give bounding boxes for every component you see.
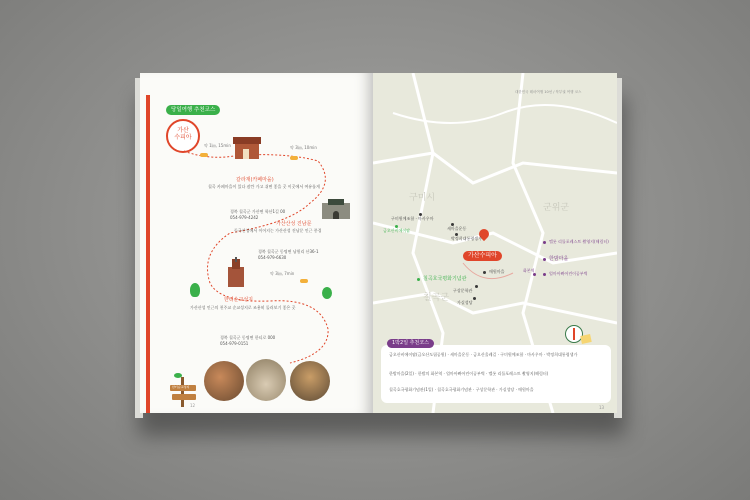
map-point-label: 칠곡호국평화기념관 [423,276,467,282]
course-item-2: 한밤마을(2일) · 한밤의 화본역 · 엄마아빠어린이공부벽 · 엘롯 리틀포레스트 촬영지(해림터) [389,371,549,376]
fortress-gate-icon [322,199,350,219]
photo-autumn [204,361,244,401]
signpost-label: 한티순교성지 [172,385,190,389]
course-item-3: 칠곡호국평화기념관(1일) · 칠곡호국평화기념관 · 구상문학관 · 가실성당 · 매원마을 [389,387,534,392]
section-header: 당일여행 추천코스 [166,105,220,115]
stop3-phone: 054-979-0151 [220,341,249,346]
right-page-number: 13 [599,405,605,410]
map-point [543,241,546,244]
start-label-2: 수피아 [174,134,192,141]
map-point [475,285,478,288]
tree-icon [190,283,200,297]
map-point-label: 한밤마을 [549,256,569,262]
map-label-gunwi: 군위군 [543,203,570,213]
stop2-address: 경북 칠곡군 동명면 남원리 산36-1 [258,249,319,254]
map-point-label: 가실성당 [457,300,473,305]
cafe-building-icon [233,137,261,159]
church-icon [224,257,248,287]
center-label: 가산수피아 [463,251,502,261]
left-page-number: 12 [190,403,196,408]
distance-3: 약 3㎞, 7min [270,271,295,276]
distance-2: 약 3㎞, 10min [290,145,317,150]
start-label-1: 가산 [177,127,189,134]
stop2-desc: 동국산성에서 이어지는 가산산성 진남문 인근 풍경 [234,228,322,233]
stop3-name: 한티순교성지 [224,297,253,303]
map-point-label: 엘롯 리틀포레스트 촬영지(해림터) [549,239,609,244]
map-point-label: 엄마아빠어린이공부벽 [549,271,588,276]
stop2-phone: 054-979-6630 [258,255,287,260]
map-point-label: 구미원예조합 · 마사우마 [391,216,434,221]
stop1-desc: 칠곡 카페마을이 있다 잠깐 가고 쉬면 좋을 곳 이곳에서 여유롭게 [208,184,320,189]
right-page [373,73,617,413]
stop3-address: 경북 칠곡군 동명면 한티로 000 [220,335,276,340]
stop3-desc: 가산산성 인근의 천주교 순교성지로 조용히 둘러보기 좋은 곳 [190,305,296,310]
tree-icon [322,287,332,299]
map-point-label: 금오산비에이팝 [383,228,411,233]
map-point-label: 화본역 [523,268,535,273]
map-point [543,258,546,261]
map-point-label: 매원마을 [489,269,505,274]
map-label-chilgok: 칠곡군 [423,293,450,303]
signpost-icon [168,373,198,407]
map-point-label: 새마을운동 [447,226,467,231]
map-point [543,273,546,276]
photo-church-road [290,361,330,401]
map-point-label: 구상문학관 [453,288,473,293]
map-point-label: 박정희대통령생가 [451,236,482,241]
photo-fortress-wall [246,359,286,401]
map-point [417,278,420,281]
car-icon [300,279,308,283]
car-icon [290,156,298,160]
map-label-gumi: 구미시 [409,193,436,203]
map-point [473,297,476,300]
course-badge: 1박2일 추천코스 [387,339,434,348]
map-point [483,271,486,274]
left-page [140,73,373,413]
stop1-name: 갈라재(카페마을) [236,177,274,183]
running-header: 대한민국 테마여행 10선 / 북부권 여행 코스 [515,90,582,94]
distance-1: 약 1㎞, 15min [204,143,231,148]
stop2-name: 가산산성 진남문 [276,221,312,227]
course-item-1: 금오산비에이팝(금오산도립공원) · 새마을운동 · 금오산올레길 · 구미원예조합 · 마사우마 · 박정희대통령생가 [389,352,578,357]
car-icon [200,153,208,157]
stop1-address: 경북 칠곡군 가산면 학산1길 00 [230,209,286,214]
stop1-phone: 054-979-4242 [230,215,259,220]
